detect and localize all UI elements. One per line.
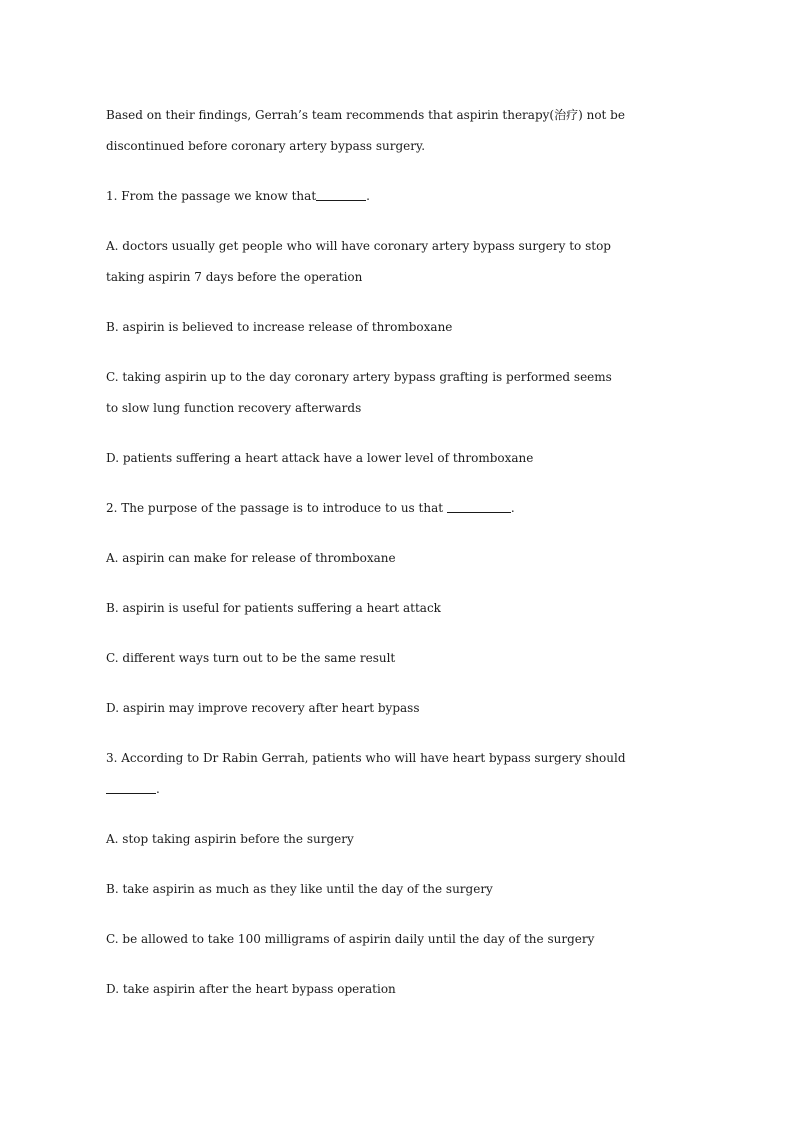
- answer-blank: [316, 188, 366, 201]
- answer-blank: [447, 500, 511, 513]
- question-2-stem: 2. The purpose of the passage is to introduce to us that .: [106, 501, 515, 515]
- question-1-option-d: [106, 443, 686, 474]
- option-line: C. taking aspirin up to the day coronary artery bypass grafting is performed seems: [106, 370, 612, 384]
- option-line: A. stop taking aspirin before the surgery: [106, 832, 354, 846]
- option-line: B. aspirin is believed to increase release of thromboxane: [106, 320, 453, 334]
- question-3-stem: 3. According to Dr Rabin Gerrah, patients who will have heart bypass surgery should .: [106, 743, 686, 805]
- question-1-stem: 1. From the passage we know that .: [106, 189, 370, 203]
- intro-paragraph: [106, 100, 686, 162]
- option-line: D. patients suffering a heart attack have a lower level of thromboxane: [106, 451, 534, 465]
- option-line: to slow lung function recovery afterwards: [106, 401, 362, 415]
- question-1-option-a: [106, 231, 686, 293]
- option-line: taking aspirin 7 days before the operation: [106, 270, 363, 284]
- option-line: C. be allowed to take 100 milligrams of aspirin daily until the day of the surgery: [106, 932, 595, 946]
- question-text: 2. The purpose of the passage is to introduce to us that: [106, 501, 447, 515]
- question-3-option-a: [106, 824, 686, 855]
- question-3-option-b: [106, 874, 686, 905]
- option-line: C. different ways turn out to be the same result: [106, 651, 396, 665]
- question-2-option-d: [106, 693, 686, 724]
- answer-blank: [106, 781, 156, 794]
- intro-line: discontinued before coronary artery bypass surgery.: [106, 139, 426, 153]
- question-2-option-c: [106, 643, 686, 674]
- question-1-option-b: [106, 312, 686, 343]
- question-text: 3. According to Dr Rabin Gerrah, patients who will have heart bypass surgery should: [106, 751, 626, 765]
- question-1-option-c: [106, 362, 686, 424]
- option-line: D. aspirin may improve recovery after heart bypass: [106, 701, 420, 715]
- question-2-option-a: [106, 543, 686, 574]
- option-line: D. take aspirin after the heart bypass operation: [106, 982, 396, 996]
- question-3-option-d: [106, 974, 686, 1005]
- question-3-option-c: [106, 924, 686, 955]
- option-line: B. aspirin is useful for patients suffering a heart attack: [106, 601, 441, 615]
- question-2-option-b: [106, 593, 686, 624]
- option-line: B. take aspirin as much as they like until the day of the surgery: [106, 882, 493, 896]
- option-line: A. aspirin can make for release of thromboxane: [106, 551, 396, 565]
- intro-line: Based on their findings, Gerrah’s team recommends that aspirin therapy(治疗) not be: [106, 108, 625, 122]
- option-line: A. doctors usually get people who will have coronary artery bypass surgery to stop: [106, 239, 611, 253]
- document-page: [106, 100, 686, 1024]
- question-text: 1. From the passage we know that: [106, 189, 317, 203]
